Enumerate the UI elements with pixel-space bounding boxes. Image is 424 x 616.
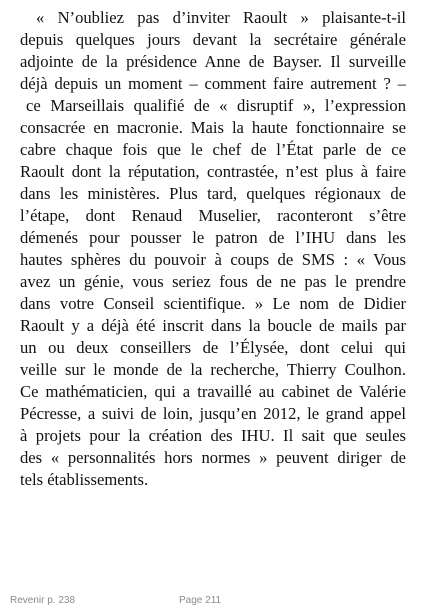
text-line: démenés pour pousser le patron de l’IHU dans les (20, 228, 406, 247)
text-line: un ou deux conseillers de l’Élysée, dont celui qui (20, 338, 406, 357)
text-line: veille sur le monde de la recherche, Thierry Coulhon. (20, 360, 406, 379)
text-line: Raoult dont la réputation, contrastée, n’est plus à faire (20, 162, 406, 181)
text-line: déjà depuis un moment – comment faire autrement ? – (20, 74, 406, 93)
text-line: à projets pour la création des IHU. Il sait que seules (20, 426, 406, 445)
text-line: « N’oubliez pas d’inviter Raoult » plaisante-t-il (36, 8, 406, 27)
text-line: Ce mathématicien, qui a travaillé au cabinet de Valérie (20, 382, 406, 401)
page-number: Page 211 (179, 595, 222, 606)
text-line: dans votre Conseil scientifique. » Le nom de Didier (20, 294, 406, 313)
text-line: adjointe de la présidence Anne de Bayser. Il surveille (20, 52, 406, 71)
text-line: hautes sphères du pouvoir à coups de SMS : « Vous (20, 250, 406, 269)
back-link[interactable]: Revenir p. 238 (10, 595, 76, 606)
text-line: tels établissements. (20, 470, 149, 489)
text-line: ce Marseillais qualifié de « disruptif », l’expression (26, 96, 406, 115)
text-line: avez un génie, vous seriez fous de ne pas le prendre (20, 272, 406, 291)
text-line: cabre chaque fois que le chef de l’État parle de ce (20, 140, 406, 159)
text-line: l’étape, dont Renaud Muselier, raconteront s’être (20, 206, 406, 225)
text-line: consacrée en macronie. Mais la haute fonctionnaire se (20, 118, 406, 137)
text-line: Raoult y a déjà été inscrit dans la boucle de mails par (20, 316, 406, 335)
text-line: depuis quelques jours devant la secrétaire générale (20, 30, 406, 49)
text-line: Pécresse, a suivi de loin, jusqu’en 2012, le grand appel (20, 404, 406, 423)
text-line: dans les ministères. Plus tard, quelques régionaux de (20, 184, 406, 203)
text-line: des « personnalités hors normes » peuvent diriger de (20, 448, 406, 467)
